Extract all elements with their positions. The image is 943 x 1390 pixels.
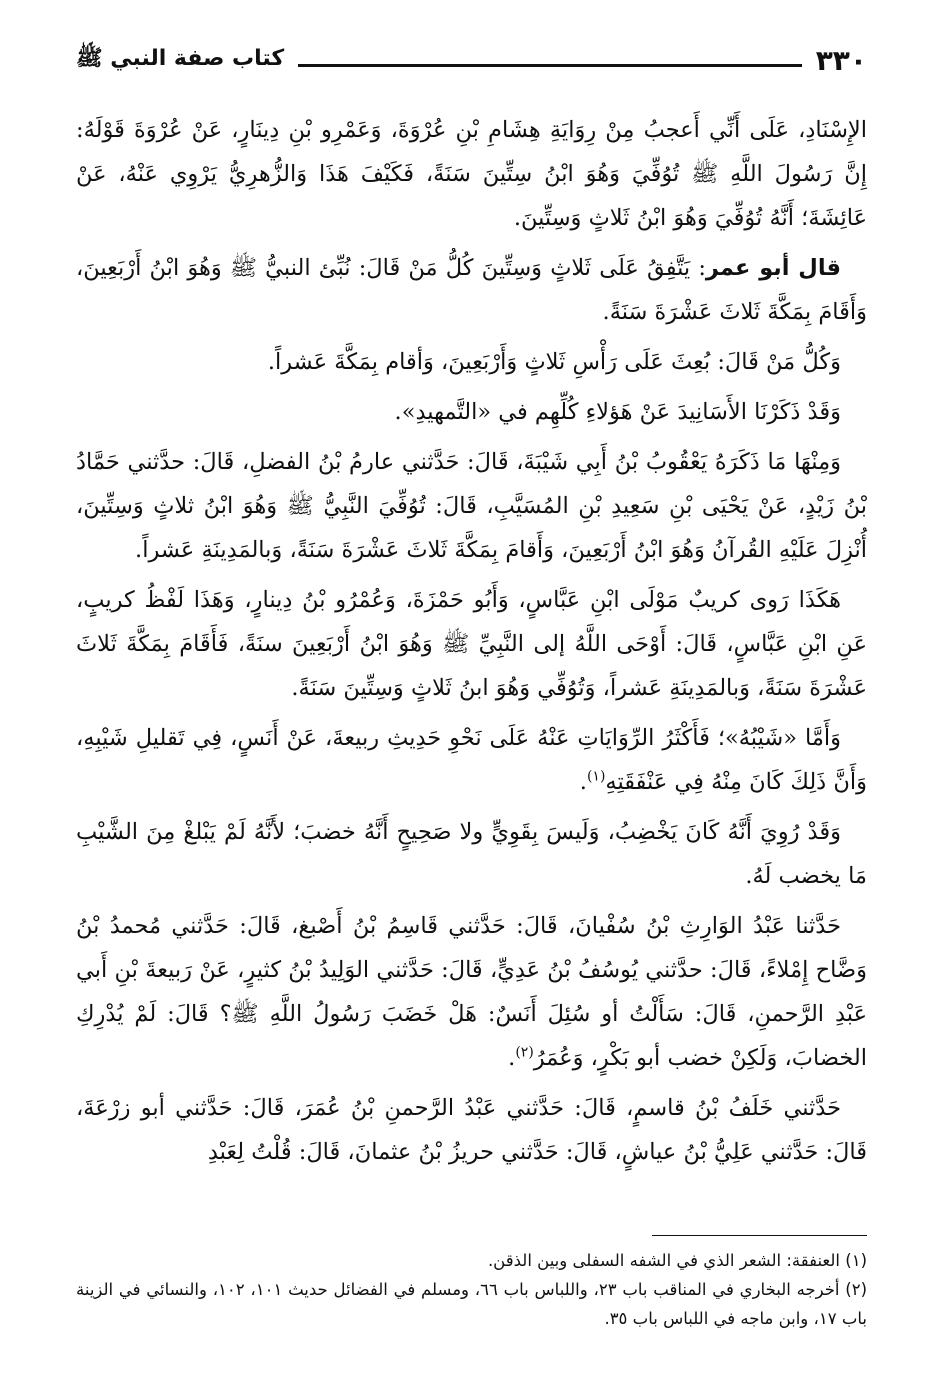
paragraph-text: حَدَّثنا عَبْدُ الوَارِثِ بْنُ سُفْيانَ، قَالَ: حَدَّثني قَاسِمُ بْنُ أَصْبغ، قَالَ: حَدَّثني مُحمدُ بْنُ وَضَّاح إِمْلاءً، قَالَ: حدَّثني يُوسُفُ بْنُ عَدِيٍّ، قَالَ: حَدَّثني الوَلِيدُ بْنُ كثيرٍ، عَنْ رَبيعةَ بْنِ أَبي عَبْدِ الرَّحمنِ، قَالَ: سَأَلْتُ أو سُئِلَ أَنَسٌ: هَلْ خَضَبَ رَسُولُ اللَّهِ ﷺ؟ قَالَ: لَمْ يُدْرِكِ الخضابَ، وَلَكِنْ خضب أبو بَكْرٍ، وَعُمَرُ	[76, 913, 867, 1071]
paragraph	[76, 246, 867, 334]
footnote-separator	[652, 1235, 867, 1236]
speaker-name: قال أبو عمر	[705, 255, 841, 281]
footnote-marker[interactable]: (٢)	[515, 1044, 534, 1061]
paragraph	[76, 390, 867, 434]
footnotes	[76, 1246, 867, 1333]
paragraph-text: : يَتَّفِقُ عَلَى ثَلاثٍ وَسِتِّينَ كُلُّ مَنْ قَالَ: نُبِّئ النبيُّ ﷺ وَهُوَ ابْنُ أَرْبَعِينَ، وَأَقَامَ بِمَكَّةَ ثَلاثَ عَشْرَةَ سَنَةً.	[76, 255, 867, 325]
body-text	[76, 108, 867, 1180]
footnote: (١) العنفقة: الشعر الذي في الشفه السفلى وبين الذقن.	[487, 1251, 867, 1270]
paragraph-text: وَقَدْ ذَكَرْنَا الأَسَانِيدَ عَنْ هَؤلاءِ كُلِّهِم في «التَّمهيدِ».	[394, 399, 841, 425]
footnote-marker[interactable]: (١)	[586, 768, 606, 785]
paragraph-text: وَأَمَّا «شَيْبُهُ»؛ فَأَكْثَرُ الرِّوَايَاتِ عَنْهُ عَلَى نَحْوِ حَدِيثِ ربيعةَ، عَنْ أَنَسٍ، فِي تَقليلِ شَيْبِهِ، وَأَنَّ ذَلِكَ كَانَ مِنْهُ فِي عَنْفَقَتِهِ	[76, 725, 867, 795]
paragraph-text: الإِسْنَادِ، عَلَى أَنِّي أَعجبُ مِنْ رِوَايَةِ هِشَامِ بْنِ عُرْوَةَ، وَعَمْرِو بْنِ دِينَارٍ، عَنْ عُرْوَةَ قَوْلَهُ: إِنَّ رَسُولَ اللَّهِ ﷺ تُوُفِّيَ وَهُوَ ابْنُ سِتِّينَ سَنَةً، فَكَيْفَ هَذَا وَالزُّهرِيُّ يَرْوِي عَنْهُ، عَنْ عَائِشَةَ؛ أَنَّهُ تُوُفِّيَ وَهُوَ ابْنُ ثَلاثٍ وَسِتِّينَ.	[76, 117, 867, 231]
paragraph	[76, 578, 867, 710]
footnote: (٢) أخرجه البخاري في المناقب باب ٢٣، واللباس باب ٦٦، ومسلم في الفضائل حديث ١٠١، ١٠٢، والنسائي في الزينة باب ١٧، وابن ماجه في اللباس باب ٣٥.	[76, 1280, 868, 1328]
header-rule	[298, 64, 802, 67]
paragraph	[76, 1086, 867, 1174]
paragraph: وَأَمَّا «شَيْبُهُ»؛ فَأَكْثَرُ الرِّوَايَاتِ عَنْهُ عَلَى نَحْوِ حَدِيثِ ربيعةَ، عَنْ أَنَسٍ، فِي تَقليلِ شَيْبِهِ، وَأَنَّ ذَلِكَ كَانَ مِنْهُ فِي عَنْفَقَتِهِ$^{(١)}$.	[76, 725, 867, 795]
paragraph-text: وَمِنْهَا مَا ذَكَرَهُ يَعْقُوبُ بْنُ أَبِي شَيْبَةَ، قَالَ: حَدَّثني عارمُ بْنُ الفضلِ، قَالَ: حدَّثني حَمَّادُ بْنُ زَيْدٍ، عَنْ يَحْيَى بْنِ سَعِيدِ بْنِ المُسَيَّبِ، قَالَ: تُوُفِّيَ النَّبِيُّ ﷺ وَهُوَ ابْنُ ثلاثٍ وَسِتِّينَ، أُنْزِلَ عَلَيْهِ القُرآنُ وَهُوَ ابْنُ أَرْبَعِينَ، وَأَقامَ بِمَكَّةَ ثَلاثَ عَشْرَةَ سَنَةً، وَبالمَدِينَةِ عَشراً.	[76, 449, 867, 563]
paragraph-text: هَكَذَا رَوى كريبٌ مَوْلَى ابْنِ عَبَّاسٍ، وَأَبُو حَمْزَةَ، وَعُمْرُو بْنُ دِينارٍ، وَهَذَا لَفْظُ كريبٍ، عَنِ ابْنِ عَبَّاسٍ، قَالَ: أَوْحَى اللَّهُ إلى النَّبِيِّ ﷺ وَهُوَ ابْنُ أَرْبَعِينَ سنَةً، فَأَقَامَ بِمَكَّةَ ثَلاثَ عَشْرَةَ سَنَةً، وَبالمَدِينَةِ عَشراً، وَتُوُفِّي وَهُوَ ابنُ ثَلاثٍ وَسِتِّينَ سَنَةً.	[76, 587, 867, 701]
paragraph: حَدَّثنا عَبْدُ الوَارِثِ بْنُ سُفْيانَ، قَالَ: حَدَّثني قَاسِمُ بْنُ أَصْبغ، قَالَ: حَدَّثني مُحمدُ بْنُ وَضَّاح إِمْلاءً، قَالَ: حدَّثني يُوسُفُ بْنُ عَدِيٍّ، قَالَ: حَدَّثني الوَلِيدُ بْنُ كثيرٍ، عَنْ رَبيعةَ بْنِ أَبي عَبْدِ الرَّحمنِ، قَالَ: سَأَلْتُ أو سُئِلَ أَنَسٌ: هَلْ خَضَبَ رَسُولُ اللَّهِ ﷺ؟ قَالَ: لَمْ يُدْرِكِ الخضابَ، وَلَكِنْ خضب أبو بَكْرٍ، وَعُمَرُ$^{(٢)}$.	[76, 913, 867, 1071]
book-title: كتاب صفة النبي ﷺ	[76, 46, 285, 71]
running-header	[76, 40, 867, 80]
paragraph-text: وَقَدْ رُوِيَ أَنَّهُ كَانَ يَخْضِبُ، وَلَيسَ بِقَوِيٍّ ولا صَحِيحٍ أَنَّهُ خضبَ؛ لأَنَّهُ لَمْ يَبْلغْ مِنَ الشَّيْبِ مَا يخضب لَهُ.	[76, 819, 867, 889]
paragraph-text: حَدَّثني خَلَفُ بْنُ قاسمٍ، قَالَ: حَدَّثني عَبْدُ الرَّحمنِ بْنُ عُمَرَ، قَالَ: حَدَّثني أبو زرْعَةَ، قَالَ: حَدَّثني عَلِيُّ بْنُ عياشٍ، قَالَ: حَدَّثني حريزُ بْنُ عثمانَ، قَالَ: قُلْتُ لِعَبْدِ	[76, 1095, 867, 1165]
paragraph	[76, 440, 867, 572]
paragraph	[76, 108, 867, 240]
page-number: ٣٣٠	[815, 43, 867, 77]
paragraph	[76, 810, 867, 898]
paragraph-text: وَكُلُّ مَنْ قَالَ: بُعِثَ عَلَى رَأْسِ ثَلاثٍ وَأَرْبَعِينَ، وَأقام بِمَكَّةَ عَشراً.	[267, 349, 841, 375]
paragraph	[76, 340, 867, 384]
